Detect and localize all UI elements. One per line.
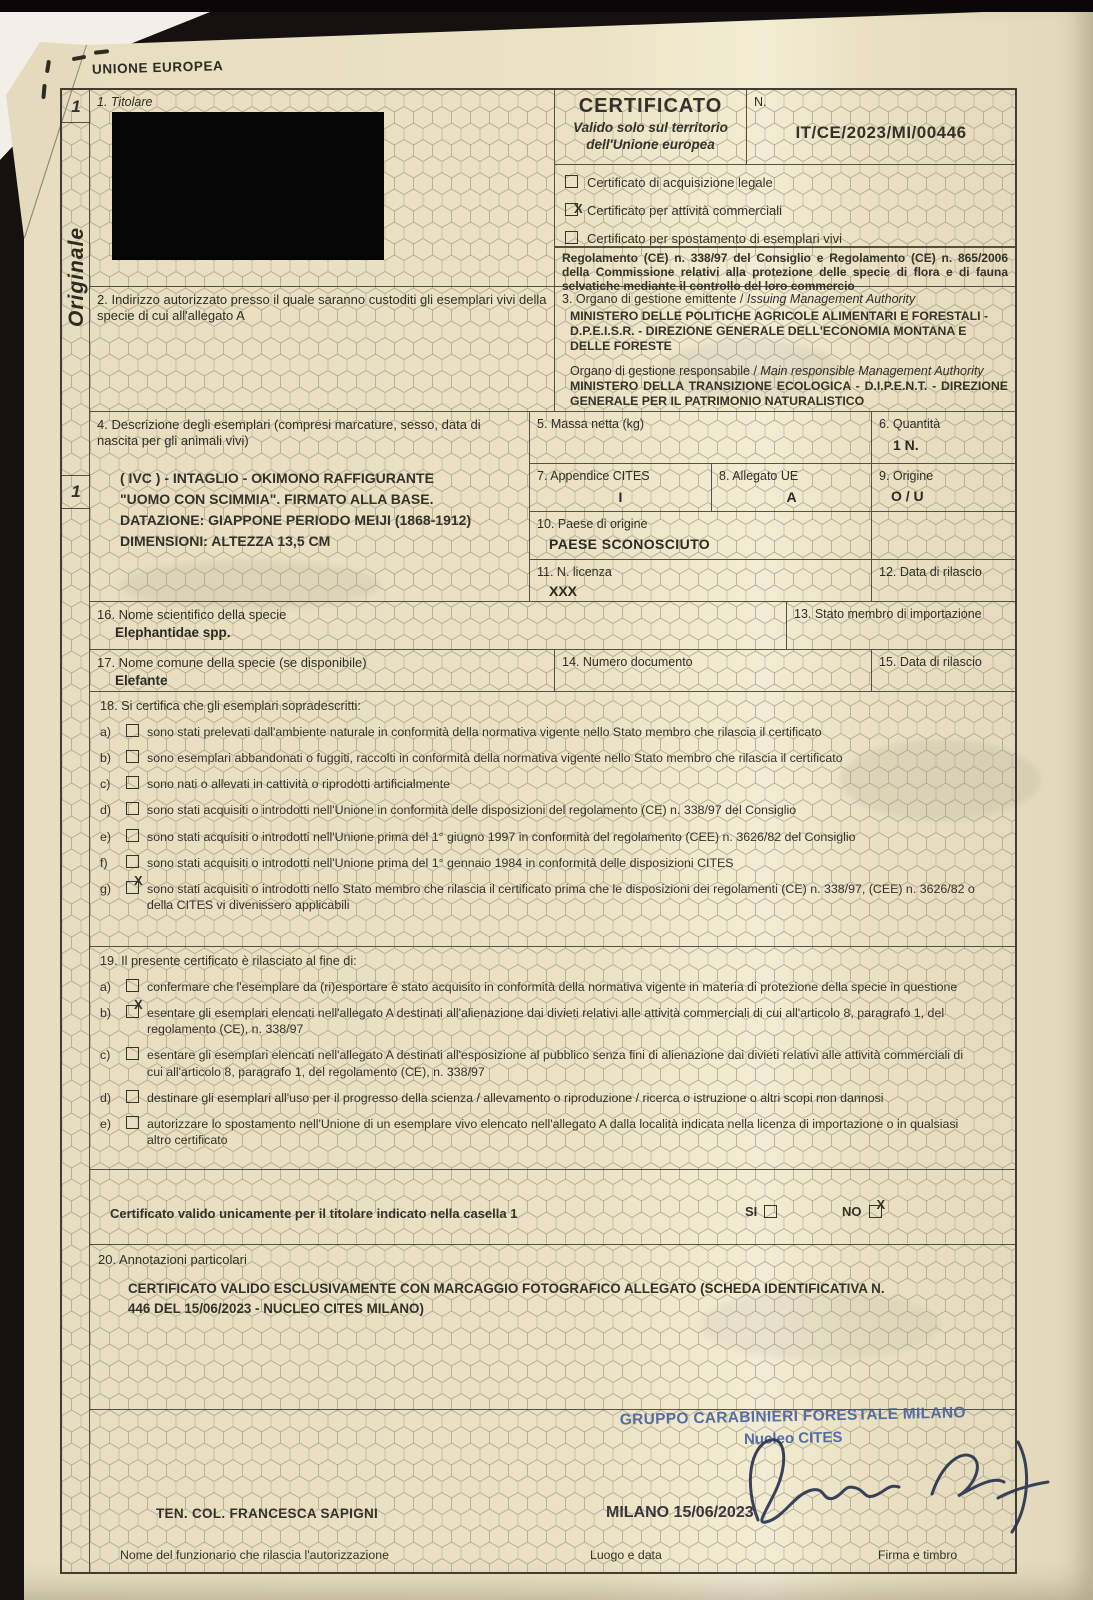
box-5-massa-netta xyxy=(530,412,872,464)
certification-item: g) X sono stati acquisiti o introdotti nello Stato membro che rilascia il certificato prima che le disposizioni dei regolamenti (CE) n. 338/97, (CEE) n. 3626/82 o della CITES vi divenissero applicabili xyxy=(100,881,1005,913)
box-3-label2: Organo di gestione responsabile / Main responsible Management Authority xyxy=(570,363,984,378)
holder-validity-row xyxy=(90,1170,1015,1245)
checkbox-19d xyxy=(126,1090,139,1103)
box-6-value: 1 N. xyxy=(893,436,919,453)
purpose-item: a) confermare che l'esemplare da (ri)esportare è stato acquisito in conformità della normativa vigente in materia di protezione della specie in questione xyxy=(100,979,1005,995)
checkbox-acquisizione-legale xyxy=(565,175,578,188)
copy-number-box: 1 xyxy=(62,90,90,123)
copy-type-label: Originale xyxy=(65,226,88,328)
cert-type-option xyxy=(565,175,1007,190)
checkbox-19e xyxy=(126,1116,139,1129)
box-7-value: I xyxy=(618,488,623,505)
checkbox-18d xyxy=(126,802,139,815)
item-text: destinare gli esemplari all'uso per il progresso della scienza / allevamento o riproduzione / ricerca o istruzione o altri scopi non dannosi xyxy=(147,1090,884,1105)
item-text: esentare gli esemplari elencati nell'allegato A destinati all'alienazione dai divieti relativi alle attività commerciali di cui all'articolo 8, paragrafo 1, del regolamento (CE), n. 338/97 xyxy=(147,1006,945,1037)
certification-item: a) sono stati prelevati dall'ambiente naturale in conformità della normativa vigente nello Stato membro che rilascia il certificato xyxy=(100,724,1005,740)
regulation-text: Regolamento (CE) n. 338/97 del Consiglio e Regolamento (CE) n. 865/2006 della Commissione relativi alla protezione delle specie di flora e di fauna selvatiche mediante il controllo del loro commercio xyxy=(562,251,1008,293)
section-20-annotations xyxy=(90,1245,1015,1410)
stamp-line2: Nucleo CITES xyxy=(743,1428,843,1449)
box-6-label: 6. Quantità xyxy=(879,417,941,431)
box-16-nome-scientifico xyxy=(90,602,787,650)
description-line: "UOMO CON SCIMMIA". FIRMATO ALLA BASE. xyxy=(120,491,434,507)
box-9-value: O / U xyxy=(891,487,924,504)
box-17-nome-comune xyxy=(90,650,555,692)
redacted-holder-name xyxy=(112,112,384,260)
checkbox-18f xyxy=(126,855,139,868)
checkbox-18a xyxy=(126,724,139,737)
checkbox-19a xyxy=(126,979,139,992)
box-8-value: A xyxy=(786,488,797,505)
box-14-numero-documento xyxy=(555,650,872,692)
checkbox-19c xyxy=(126,1047,139,1060)
certificate-number: IT/CE/2023/MI/00446 xyxy=(795,122,967,142)
issuing-authority-value: MINISTERO DELLE POLITICHE AGRICOLE ALIMENTARI E FORESTALI - D.P.E.I.S.R. - DIREZIONE GENERALE DELL'ECONOMIA MONTANA E DELLE FORESTE xyxy=(570,308,989,353)
handwritten-signature xyxy=(736,1424,1066,1544)
section-18-certification xyxy=(90,692,1015,947)
checkbox-18c xyxy=(126,776,139,789)
item-text: sono nati o allevati in cattività o riprodotti artificialmente xyxy=(147,777,451,792)
validity-yes xyxy=(745,1204,777,1219)
item-text: sono esemplari abbandonati o fuggiti, raccolti in conformità della normativa vigente nello Stato membro che rilascia il certificato xyxy=(147,751,843,766)
signature-stamp-label: Firma e timbro xyxy=(878,1548,958,1562)
box-3-organo-gestione xyxy=(555,287,1015,412)
box-16-value: Elephantidae spp. xyxy=(115,625,231,641)
item-text: sono stati prelevati dall'ambiente naturale in conformità della normativa vigente nello Stato membro che rilascia il certificato xyxy=(147,725,822,739)
box-9-extension-empty xyxy=(872,512,1015,560)
section-19-purpose xyxy=(90,947,1015,1170)
box-16-label: 16. Nome scientifico della specie xyxy=(97,607,287,622)
box-12-label: 12. Data di rilascio xyxy=(879,565,982,579)
left-copy-strip xyxy=(62,90,90,1572)
certificate-validity-note: Valido solo sul territorio dell'Unione europea xyxy=(573,120,728,152)
purpose-item: d) destinare gli esemplari all'uso per il progresso della scienza / allevamento o riproduzione / ricerca o istruzione o altri scopi non dannosi xyxy=(100,1090,1005,1106)
certificate-form xyxy=(60,88,1017,1574)
scan-top-edge xyxy=(0,0,1093,12)
box-3-label2-en: Main responsible Management Authority xyxy=(760,363,984,378)
checkbox-si xyxy=(764,1205,777,1218)
box-11-value: XXX xyxy=(549,582,578,599)
item-text: esentare gli esemplari elencati nell'allegato A destinati all'esposizione al pubblico senza fini di alienazione dai divieti relativi alle attività commerciali di cui all'articolo 8, paragrafo 1, del regolamento (CE), n. 338/97 xyxy=(147,1048,964,1079)
checkbox-18g: X xyxy=(126,881,139,894)
no-label: NO xyxy=(842,1204,862,1219)
officer-name-label: Nome del funzionario che rilascia l'autorizzazione xyxy=(120,1548,389,1562)
certificate-title-box xyxy=(555,90,747,165)
box-5-label: 5. Massa netta (kg) xyxy=(537,417,644,431)
box-4-label: 4. Descrizione degli esemplari (compresi marcature, sesso, data di nascita per gli animali vivi) xyxy=(97,417,481,449)
purpose-item: b) X esentare gli esemplari elencati nell'allegato A destinati all'alienazione dai divieti relativi alle attività commerciali di cui all'articolo 8, paragrafo 1, del regolamento (CE), n. 338/97 xyxy=(100,1005,1005,1037)
box-17-value: Elefante xyxy=(115,673,168,689)
responsible-authority-value: MINISTERO DELLA TRANSIZIONE ECOLOGICA - D.I.P.E.N.T. - DIREZIONE GENERALE PER IL PATRIMONIO NATURALISTICO xyxy=(570,379,1008,409)
certification-item: e) sono stati acquisiti o introdotti nell'Unione prima del 1° giugno 1997 in conformità del regolamento (CEE) n. 3626/82 del Consiglio xyxy=(100,829,1005,845)
officer-name: TEN. COL. FRANCESCA SAPIGNI xyxy=(156,1506,379,1521)
certificate-number-box xyxy=(747,90,1015,165)
box-2-label: 2. Indirizzo autorizzato presso il quale saranno custoditi gli esemplari vivi della specie di cui all'allegato A xyxy=(97,292,547,324)
box-11-label: 11. N. licenza xyxy=(537,565,612,579)
yes-label: SI xyxy=(745,1204,758,1219)
certification-item: b) sono esemplari abbandonati o fuggiti, raccolti in conformità della normativa vigente nello Stato membro che rilascia il certificato xyxy=(100,750,1005,766)
purpose-item: c) esentare gli esemplari elencati nell'allegato A destinati all'esposizione al pubblico senza fini di alienazione dai divieti relativi alle attività commerciali di cui all'articolo 8, paragrafo 1, del regolamento (CE), n. 338/97 xyxy=(100,1047,1005,1079)
box-13-label: 13. Stato membro di importazione xyxy=(794,607,982,621)
checkbox-18b xyxy=(126,750,139,763)
box-10-value: PAESE SCONOSCIUTO xyxy=(549,535,711,552)
place-and-date-value: MILANO 15/06/2023 xyxy=(606,1504,754,1521)
regulation-box xyxy=(555,247,1015,293)
checkbox-spostamento-esemplari xyxy=(565,231,578,244)
annotation-line: 446 DEL 15/06/2023 - NUCLEO CITES MILANO) xyxy=(128,1301,424,1317)
item-text: confermare che l'esemplare da (ri)esportare è stato acquisito in conformità della normativa vigente in materia di protezione della specie in questione xyxy=(147,980,958,994)
box-15-data-rilascio xyxy=(872,650,1015,692)
certificate-title: CERTIFICATO xyxy=(578,95,723,117)
annotation-line: CERTIFICATO VALIDO ESCLUSIVAMENTE CON MARCAGGIO FOTOGRAFICO ALLEGATO (SCHEDA IDENTIFICATIVA N. xyxy=(128,1281,885,1296)
certification-item: c) sono nati o allevati in cattività o riprodotti artificialmente xyxy=(100,776,1005,792)
item-text: sono stati acquisiti o introdotti nell'Unione prima del 1° gennaio 1984 in conformità delle disposizioni CITES xyxy=(147,855,734,870)
box-10-paese-origine xyxy=(530,512,872,560)
checkbox-19b: X xyxy=(126,1005,139,1018)
item-text: sono stati acquisiti o introdotti nello Stato membro che rilascia il certificato prima che le disposizioni dei regolamenti (CE) n. 338/97, (CEE) n. 3626/82 o della CITES vi divenissero applicabili xyxy=(147,881,975,912)
box-3-label1-en: Issuing Management Authority xyxy=(746,292,916,306)
checkbox-attivita-commerciali xyxy=(565,201,583,216)
annotation-text xyxy=(128,1279,885,1319)
certification-item: d) sono stati acquisiti o introdotti nell'Unione in conformità delle disposizioni del regolamento (CE) n. 338/97 del Consiglio xyxy=(100,802,1005,818)
box-2-indirizzo xyxy=(90,287,555,412)
box-7-label: 7. Appendice CITES xyxy=(537,469,650,483)
cert-type-option xyxy=(565,203,1007,218)
box-1-titolare xyxy=(90,90,555,287)
cert-type-label: Certificato per attività commerciali xyxy=(587,203,783,218)
certification-item: f) sono stati acquisiti o introdotti nell'Unione prima del 1° gennaio 1984 in conformità delle disposizioni CITES xyxy=(100,855,1005,871)
box-15-label: 15. Data di rilascio xyxy=(879,655,982,669)
description-line: ( IVC ) - INTAGLIO - OKIMONO RAFFIGURANTE xyxy=(120,470,434,486)
box-12-data-rilascio xyxy=(872,560,1015,602)
box-8-label: 8. Allegato UE xyxy=(719,469,799,483)
cert-type-label: Certificato per spostamento di esemplari vivi xyxy=(587,231,843,246)
check-x-mark: X xyxy=(574,201,583,216)
item-text: autorizzare lo spostamento nell'Unione di un esemplare vivo elencato nell'allegato A dalla località indicata nella licenza di importazione o in qualsiasi altro certificato xyxy=(147,1116,959,1147)
box-11-licenza xyxy=(530,560,872,602)
box-1-label: 1. Titolare xyxy=(97,95,153,109)
box-4-descrizione xyxy=(90,412,530,602)
box-13-stato-membro xyxy=(787,602,1015,650)
box-17-label: 17. Nome comune della specie (se disponibile) xyxy=(97,655,367,670)
box-6-quantita xyxy=(872,412,1015,464)
number-label: N. xyxy=(754,95,767,109)
box-8-allegato-ue xyxy=(712,464,872,512)
checkbox-no: X xyxy=(869,1205,882,1218)
eu-header-label: UNIONE EUROPEA xyxy=(91,58,224,77)
stamp-line1: GRUPPO CARABINIERI FORESTALE MILANO xyxy=(619,1404,966,1429)
purpose-item: e) autorizzare lo spostamento nell'Unione di un esemplare vivo elencato nell'allegato A dalla località indicata nella licenza di importazione o in qualsiasi altro certificato xyxy=(100,1116,1005,1148)
place-date-label: Luogo e data xyxy=(590,1548,662,1562)
holder-validity-text: Certificato valido unicamente per il titolare indicato nella casella 1 xyxy=(110,1206,518,1221)
checkbox-18e xyxy=(126,829,139,842)
box-9-origine xyxy=(872,464,1015,512)
description-line: DIMENSIONI: ALTEZZA 13,5 CM xyxy=(120,533,331,549)
certificate-type-box xyxy=(555,165,1015,247)
box-14-label: 14. Numero documento xyxy=(562,655,693,669)
cert-type-option xyxy=(565,231,1007,246)
box-9-label: 9. Origine xyxy=(879,469,934,483)
validity-no xyxy=(842,1197,886,1219)
specimen-description xyxy=(120,468,471,552)
box-10-label: 10. Paese di origine xyxy=(537,517,648,531)
item-text: sono stati acquisiti o introdotti nell'Unione prima del 1° giugno 1997 in conformità del regolamento (CEE) n. 3626/82 del Consiglio xyxy=(147,829,856,844)
signature-block xyxy=(90,1404,1015,1572)
section-19-title: 19. Il presente certificato è rilasciato al fine di: xyxy=(100,954,357,968)
copy-number-box: 1 xyxy=(62,475,90,509)
box-3-label1: 3. Organo di gestione emittente / Issuing Management Authority xyxy=(562,292,916,306)
description-line: DATAZIONE: GIAPPONE PERIODO MEIJI (1868-1912) xyxy=(120,512,472,528)
section-18-title: 18. Si certifica che gli esemplari sopradescritti: xyxy=(100,699,361,713)
box-7-appendice-cites xyxy=(530,464,712,512)
cert-type-label: Certificato di acquisizione legale xyxy=(587,175,773,190)
section-20-label: 20. Annotazioni particolari xyxy=(98,1252,247,1267)
item-text: sono stati acquisiti o introdotti nell'Unione in conformità delle disposizioni del regolamento (CE) n. 338/97 del Consiglio xyxy=(147,803,797,818)
